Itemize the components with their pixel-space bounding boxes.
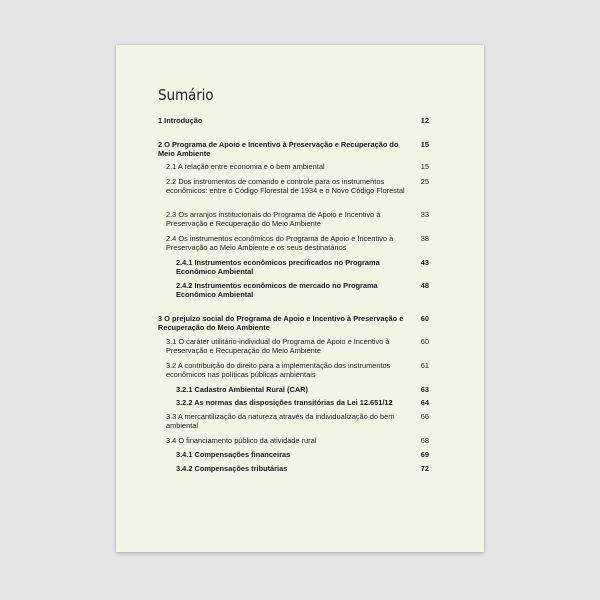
toc-entry[interactable]: [158, 314, 429, 333]
toc-entry-text: 2.3 Os arranjos institucionais do Programa de Apoio e Incentivo à Preservação e Recuperação do Meio Ambiente: [166, 210, 381, 229]
toc-entry[interactable]: [176, 385, 429, 394]
toc-entry[interactable]: [166, 412, 429, 431]
toc-entry-text: 2 O Programa de Apoio e Incentivo à Preservação e Recuperação do Meio Ambiente: [158, 140, 399, 159]
toc-entry[interactable]: [166, 234, 429, 253]
toc-entry-page: 25: [420, 177, 429, 186]
toc-entry-page: 66: [420, 412, 429, 421]
toc-entry[interactable]: [166, 337, 429, 356]
toc-entry[interactable]: [166, 210, 429, 229]
toc-entry[interactable]: [166, 177, 429, 196]
toc-entry-text: 3.2.1 Cadastro Ambiental Rural (CAR): [176, 385, 308, 394]
toc-entry[interactable]: [176, 398, 429, 407]
toc-entry-text: 3.4 O financiamento público da atividade rural: [166, 436, 317, 445]
toc-entry-page: 43: [420, 258, 429, 267]
toc-entry-text: 3 O prejuízo social do Programa de Apoio e Incentivo à Preservação e Recuperação do Meio Ambiente: [158, 314, 404, 333]
toc-entry-text: 1 Introdução: [158, 116, 203, 125]
toc-entry-text: 2.2 Dos instrumentos de comando e controle para os instrumentos econômicos: entre o Código Florestal de 1934 e o Novo Código Florestal: [166, 177, 405, 196]
toc-entry-page: 63: [420, 385, 429, 394]
toc-entry-text: 2.4.2 Instrumentos econômicos de mercado no Programa Econômico Ambiental: [176, 281, 378, 300]
toc-entry[interactable]: [158, 140, 429, 159]
toc-entry[interactable]: [176, 281, 429, 300]
toc-entry-page: 33: [420, 210, 429, 219]
toc-entry-page: 68: [420, 436, 429, 445]
toc-entry-text: 3.1 O caráter utilitário-individual do Programa de Apoio e Incentivo à Preservação e Recuperação do Meio Ambiente: [166, 337, 390, 356]
toc-entry-page: 48: [420, 281, 429, 290]
toc-entry-page: 64: [420, 398, 429, 407]
toc-entry[interactable]: [166, 361, 429, 380]
toc-entry-text: 2.4 Os instrumentos econômicos do Programa de Apoio e Incentivo à Preservação ao Meio Ambiente e os seus destinatários: [166, 234, 394, 253]
toc-entry[interactable]: [176, 450, 429, 459]
toc-entry-text: 3.4.2 Compensações tributárias: [176, 464, 288, 473]
toc-entry[interactable]: [166, 436, 429, 445]
toc-entry-text: 2.1 A relação entre economia e o bem ambiental: [166, 162, 325, 171]
toc-entry-page: 72: [420, 464, 429, 473]
toc-entry-page: 60: [420, 337, 429, 346]
toc-entry-page: 15: [420, 162, 429, 171]
toc-entry[interactable]: [158, 116, 429, 125]
toc-entry-text: 3.2 A contribuição do direito para a implementação dos instrumentos econômicos nas políticas públicas ambientais: [166, 361, 391, 380]
toc-entry-text: 3.2.2 As normas das disposições transitórias da Lei 12.651/12: [176, 398, 393, 407]
toc-entry[interactable]: [176, 258, 429, 277]
toc-entry-text: 3.4.1 Compensações financeiras: [176, 450, 291, 459]
toc-title: Sumário: [158, 86, 214, 104]
toc-entry[interactable]: [166, 162, 429, 171]
toc-entry-page: 15: [420, 140, 429, 149]
toc-entry-page: 60: [420, 314, 429, 323]
toc-entry-page: 38: [420, 234, 429, 243]
toc-entry-page: 61: [420, 361, 429, 370]
toc-entry[interactable]: [176, 464, 429, 473]
toc-entry-page: 12: [420, 116, 429, 125]
toc-entry-page: 69: [420, 450, 429, 459]
toc-entry-text: 3.3 A mercantilização da natureza através da individualização do bem ambiental: [166, 412, 395, 431]
toc-entry-text: 2.4.1 Instrumentos econômicos precificados no Programa Econômico Ambiental: [176, 258, 380, 277]
